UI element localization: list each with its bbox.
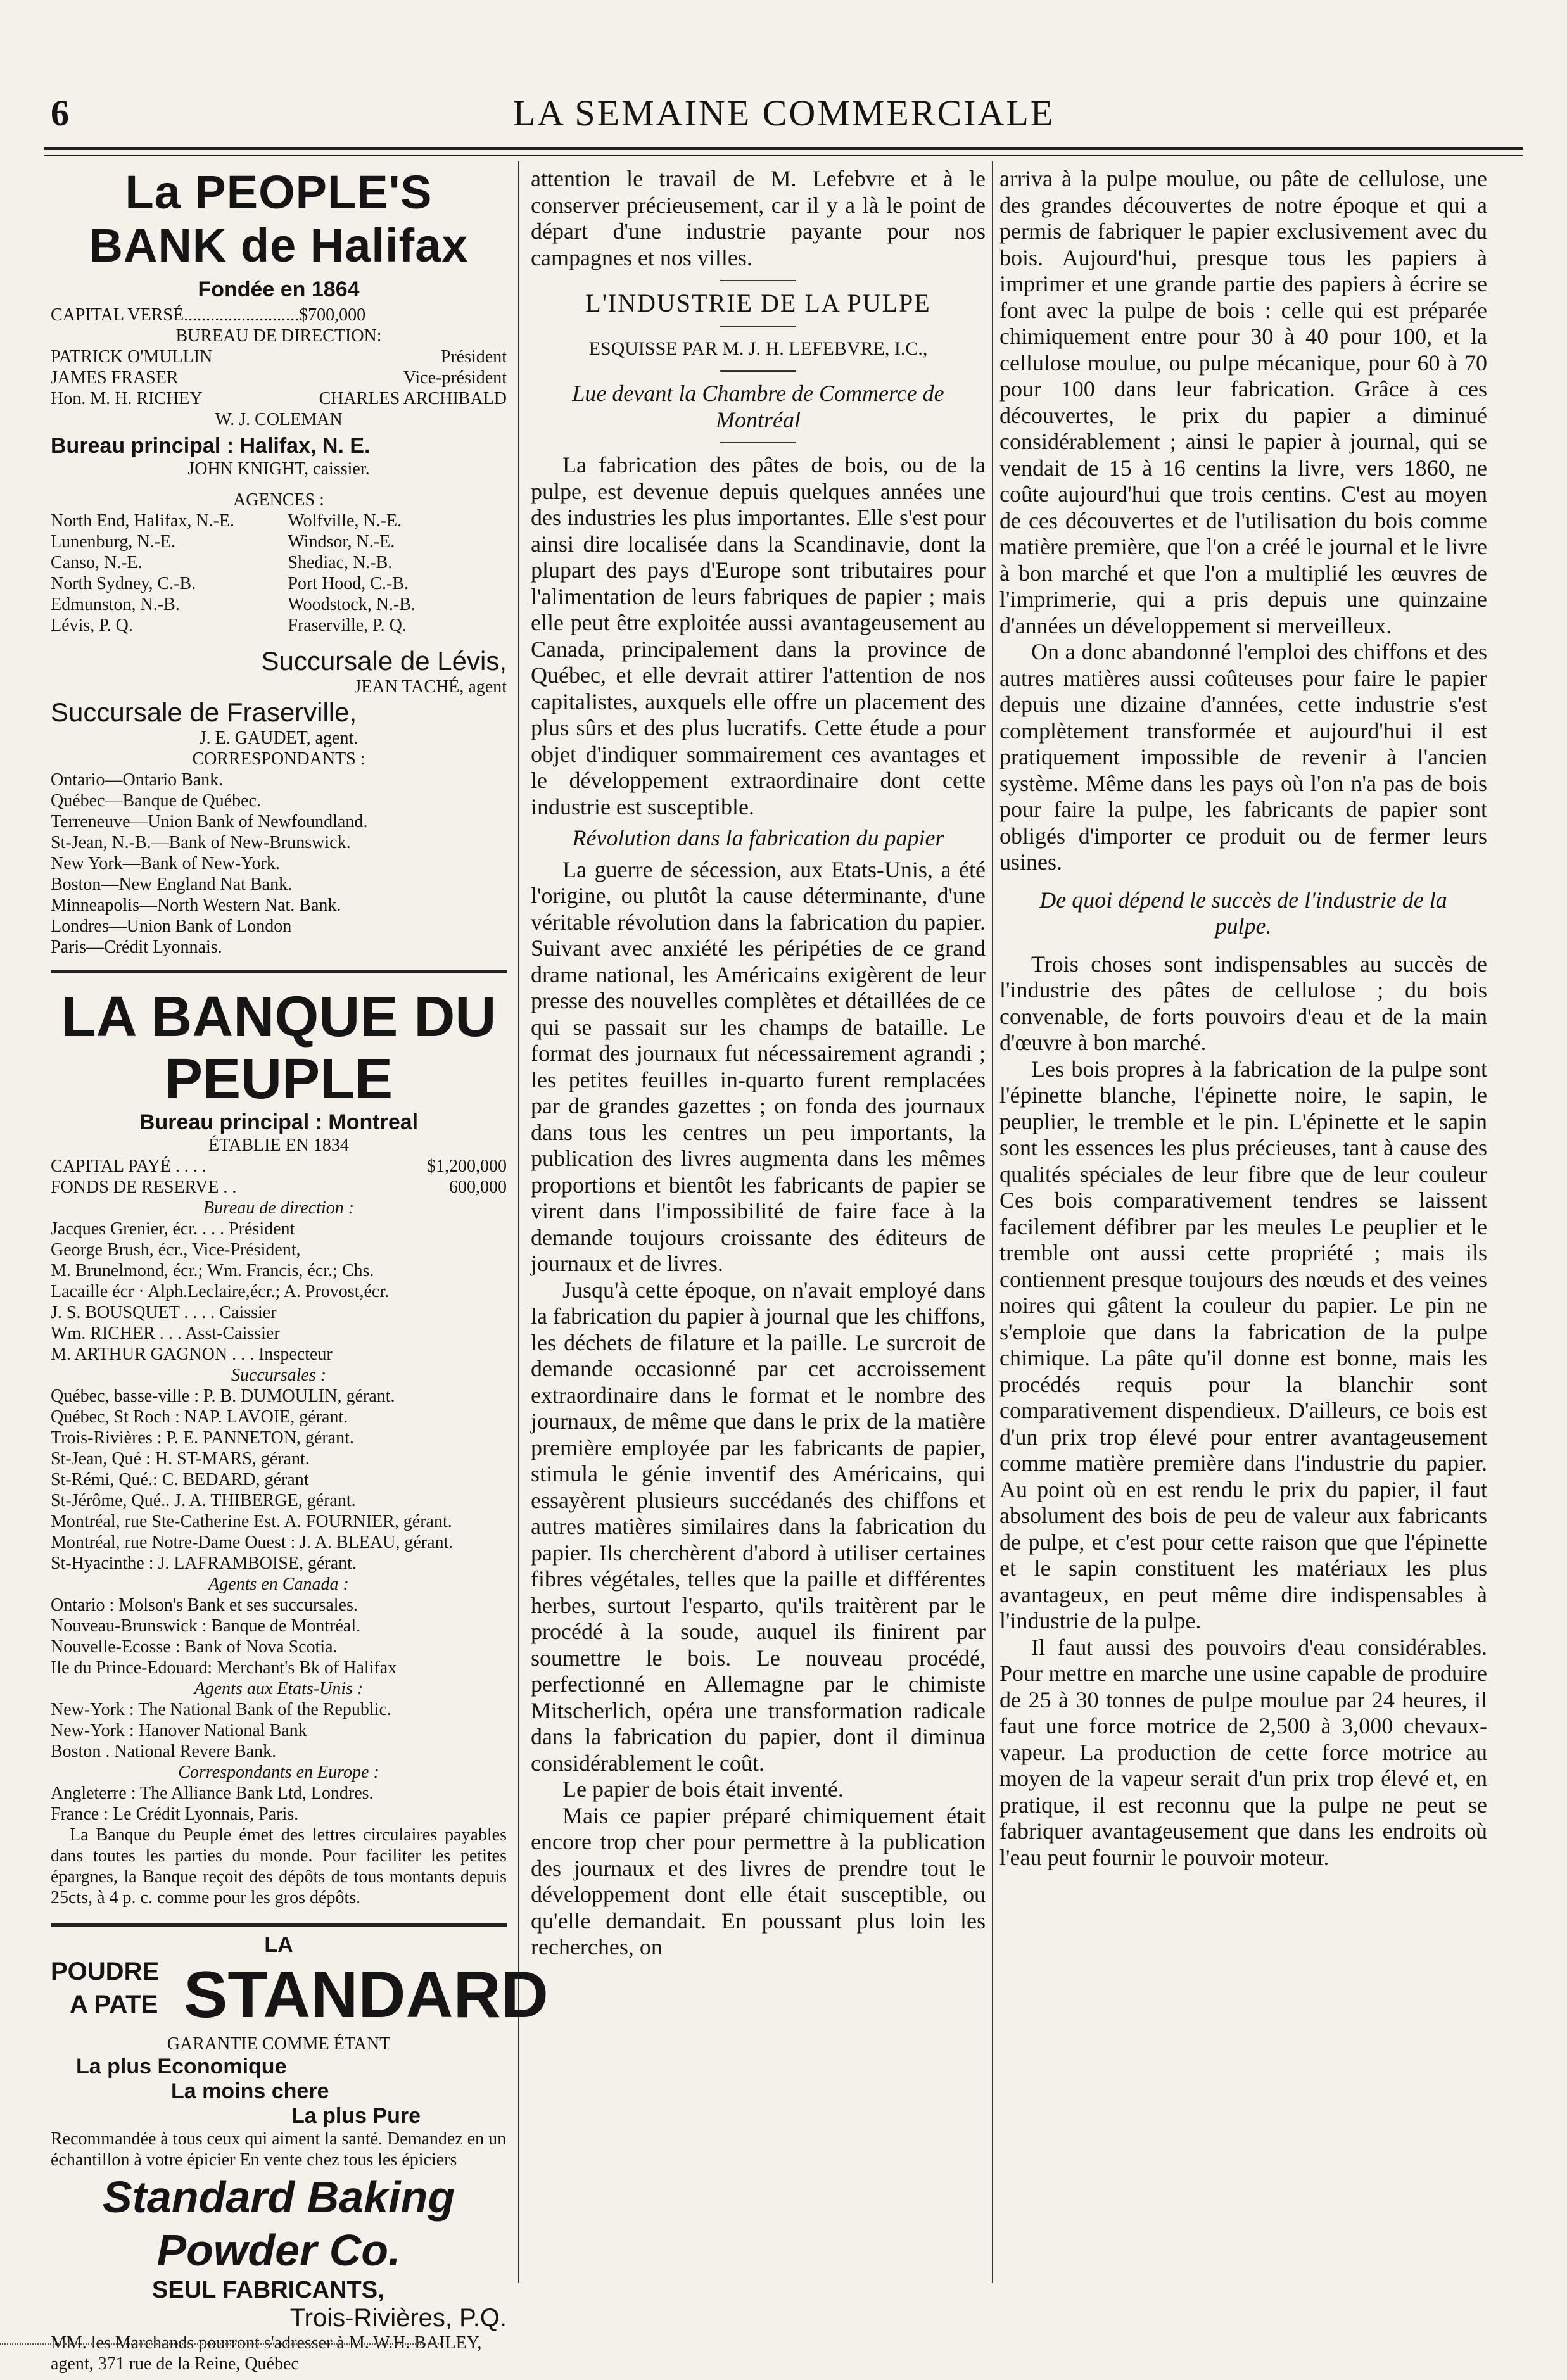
direction-heading: Bureau de direction : [203,1198,355,1218]
correspondant: Ontario—Ontario Bank. [51,770,224,790]
direction-line: M. ARTHUR GAGNON . . . Inspecteur [51,1345,333,1364]
correspondant: Paris—Crédit Lyonnais. [51,937,222,957]
agences-row: Lunenburg, N.-E. Windsor, N.-E. [51,532,395,552]
banque-bureau: Bureau principal : Montreal [139,1110,419,1134]
peoples-bank-ad [51,166,507,958]
rule [720,370,796,372]
succursale-line: St-Jérôme, Qué.. J. A. THIBERGE, gérant. [51,1491,356,1510]
column-divider [992,161,993,2283]
agents-us-heading: Agents aux Etats-Unis : [194,1679,364,1699]
trois-rivieres: Trois-Rivières, P.Q. [289,2304,507,2332]
line-economique: La plus Economique [76,2054,287,2079]
agent-line: Nouveau-Brunswick : Banque de Montréal. [51,1616,361,1636]
agences-heading: AGENCES : [233,490,324,510]
direction-line: George Brush, écr., Vice-Président, [51,1240,301,1260]
succursale-fraserville: Succursale de Fraserville, [51,697,357,727]
direction-line: M. Brunelmond, écr.; Wm. Francis, écr.; Chs. [51,1261,374,1281]
article-column-1 [531,166,986,2319]
corr-heading: CORRESPONDANTS : [192,749,365,769]
board-row: Hon. M. H. RICHEY CHARLES ARCHIBALD [51,389,507,408]
seul-fabricants: SEUL FABRICANTS, [152,2277,384,2303]
peoples-bank-title: La PEOPLE'S BANK de Halifax [89,166,469,272]
byline: ESQUISSE PAR M. J. H. LEFEBVRE, I.C., [588,338,928,359]
succursale-line: Québec, basse-ville : P. B. DUMOULIN, gérant. [51,1386,395,1406]
succursale-line: Trois-Rivières : P. E. PANNETON, gérant. [51,1428,354,1448]
direction-line: Lacaille écr · Alph.Leclaire,écr.; A. Provost,écr. [51,1282,390,1301]
board-heading: BUREAU DE DIRECTION: [175,326,382,346]
corr-europe-line: France : Le Crédit Lyonnais, Paris. [51,1804,299,1824]
founded: Fondée en 1864 [198,277,360,301]
correspondant: Londres—Union Bank of London [51,916,292,936]
board-row: JAMES FRASER Vice-président [51,368,507,388]
direction-line: Jacques Grenier, écr. . . . Président [51,1219,295,1239]
ads-column [51,166,549,2374]
masthead: LA SEMAINE COMMERCIALE [512,92,1055,134]
agent-line: Boston . National Revere Bank. [51,1742,277,1761]
board-last: W. J. COLEMAN [215,410,343,429]
line-moins-chere: La moins chere [171,2079,329,2103]
board-row: PATRICK O'MULLIN Président [51,347,507,367]
poudre-label: POUDRE [51,1958,160,1985]
agences-row: Lévis, P. Q. Fraserville, P. Q. [51,616,407,635]
banque-du-peuple-ad [51,986,507,1908]
article-column-2 [999,166,1487,2319]
agences-row: Edmunston, N.-B. Woodstock, N.-B. [51,595,416,614]
agent-line: New-York : The National Bank of the Republic. [51,1700,391,1719]
paragraph: Les bois propres à la fabrication de la pulpe sont l'épinette blanche, l'épinette noire, le sapin, le peuplier, le tremble et le pin. L'épinette et le sapin sont les essences les plus précieuses, tant à cause des qualités spéciales de leur fibre que de leur couleur Ces bois comparativement tendres se laissent facilement défibrer par les meules Le peuplier et le tremble ont aussi cette propriété ; mais ils contiennent presque toujours des nœuds et des veines noires qui gâtent la couleur du papier. Le pin ne s'emploie que dans la fabrication de la pulpe chimique. La pâte qu'il donne est bonne, mais les procédés requis pour la blanchir sont comparativement dispendieux. D'ailleurs, ce bois est d'un prix trop élevé pour entrer avantageusement comme matière première dans l'industrie du papier. Au point où en est rendu le prix du papier, il faut absolument des bois de peu de valeur aux fabricants de pulpe, et c'est pour cette raison que que l'épinette et le sapin constituent les matériaux les plus avantageux, en peut même dire indispensables à l'industrie de la pulpe. [999,1056,1487,1633]
paragraph: Il faut aussi des pouvoirs d'eau considérables. Pour mettre en marche une usine capable de produire de 25 à 30 tonnes de pulpe moulue par 24 heures, il faut une force motrice de 2,500 à 3,000 chevaux-vapeur. La production de cette force motrice au moyen de la vapeur serait d'un prix trop élevé et, en pratique, il est reconnu que la pulpe ne peut se fabriquer avantageusement que dans les endroits où l'eau peut fournir le pouvoir moteur. [999,1634,1487,1870]
paragraph: La guerre de sécession, aux Etats-Unis, a été l'origine, ou plutôt la cause déterminante, d'une véritable révolution dans la fabrication du papier. Suivant avec anxiété les péripéties de ce grand drame national, les Américains exigèrent de leur presse des nouvelles complètes et détaillées de ce qui se passait sur les champs de bataille. Le format des journaux fut nécessairement agrandi ; les petites feuilles in-quarto furent remplacées par de grandes gazettes ; on fonda des journaux dans tous les centres un peu importants, la publication des livres augmenta dans les mêmes proportions et bientôt les fabricants de papier se virent dans l'impossibilité de faire face à la demande toujours croissante des éditeurs de journaux et de livres. [531,856,986,1276]
recommandee: Recommandée à tous ceux qui aiment la santé. Demandez en un échantillon à votre épicier En vente chez tous les épiciers [51,2129,507,2170]
agent-line: Nouvelle-Ecosse : Bank of Nova Scotia. [51,1637,338,1657]
correspondant: Minneapolis—North Western Nat. Bank. [51,896,341,915]
fraserville-agent: J. E. GAUDET, agent. [199,728,358,748]
article-intro: attention le travail de M. Lefebvre et à le conserver précieusement, car il y a là le point de départ d'une industrie payante pour nos campagnes et nos villes. [531,166,986,270]
direction-line: J. S. BOUSQUET . . . . Caissier [51,1303,277,1322]
reserve-row: FONDS DE RESERVE . . 600,000 [51,1177,507,1197]
correspondant: St-Jean, N.-B.—Bank of New-Brunswick. [51,833,351,852]
footer-mark [0,2343,443,2357]
paragraph: La fabrication des pâtes de bois, ou de la pulpe, est devenue depuis quelques années une des industries les plus importantes. Elle s'est pour ainsi dire localisée dans la Scandinavie, dont la plupart des pays d'Europe sont tributaires pour l'alimentation de leurs fabriques de papier ; mais elle peut être exploitée aussi avantageusement au Canada, principalement dans la province de Québec, et elle devrait attirer l'attention de nos capitalistes, auxquels elle offre un placement des plus sûrs et des plus lucratifs. Cette étude a pour objet d'indiquer sommairement ces avantages et le développement extraordinaire dont cette industrie est susceptible. [531,452,986,820]
page-header [44,92,1523,149]
paragraph: Le papier de bois était inventé. [562,1776,844,1802]
agent-line: Ile du Prince-Edouard: Merchant's Bk of Halifax [51,1658,397,1678]
succursale-line: St-Rémi, Qué.: C. BEDARD, gérant [51,1470,309,1490]
company-name: Standard Baking Powder Co. [102,2172,455,2275]
correspondant: New York—Bank of New-York. [51,854,280,873]
page-number: 6 [51,92,69,134]
paragraph: On a donc abandonné l'emploi des chiffons et des autres matières aussi coûteuses pour faire le papier depuis une dizaine d'années, cette industrie s'est complètement transformée et aujourd'hui il est pratiquement impossible de revenir à l'ancien système. Même dans les pays où l'on n'a pas de bois pour faire la pulpe, les fabricants de papier sont obligés d'importer ce produit ou de fermer leurs usines. [999,639,1487,875]
correspondant: Québec—Banque de Québec. [51,791,261,811]
lue-devant: Lue devant la Chambre de Commerce de Montréal [572,381,944,433]
succursale-line: Montréal, rue Notre-Dame Ouest : J. A. BLEAU, gérant. [51,1533,454,1552]
corr-europe-line: Angleterre : The Alliance Bank Ltd, Londres. [51,1783,374,1803]
paragraph: arriva à la pulpe moulue, ou pâte de cellulose, une des grandes découvertes de notre époque et qui a permis de fabriquer le papier exclusivement avec du bois. Aujourd'hui, presque tous les papiers à imprimer et une grande partie des papiers à écrire se font avec la pulpe de bois : celle qui est préparée chimiquement entre pour 30 à 40 pour 100, et la cellulose moulue, ou pulpe mécanique, pour 60 à 70 pour 100 dans leur fabrication. Grâce à ces découvertes, le prix du papier a diminué considérablement ; ainsi le papier à journal, qui se vendait de 15 à 16 centins la livre, vers 1860, ne coûte aujourd'hui que trois centins. C'est au moyen de ces découvertes et de l'utilisation du bois comme matière première, que l'on a créé le journal et le livre à bon marché et que l'on a multiplié les œuvres de l'imprimerie, qui a pris depuis une quinzaine d'années un développement si merveilleux. [999,166,1487,638]
standard-label: STANDARD [184,1958,549,2032]
levis-agent: JEAN TACHÉ, agent [354,677,507,697]
header-rule [44,147,1523,156]
agent-line: Ontario : Molson's Bank et ses succursales. [51,1595,358,1615]
line-plus-pure: La plus Pure [291,2104,421,2128]
succursales-heading: Succursales : [231,1365,327,1385]
correspondant: Terreneuve—Union Bank of Newfoundland. [51,812,368,832]
agences-row: North End, Halifax, N.-E. Wolfville, N.-E. [51,511,402,531]
direction-line: Wm. RICHER . . . Asst-Caissier [51,1324,280,1343]
la-label: LA [264,1933,293,1957]
agent-line: New-York : Hanover National Bank [51,1721,307,1740]
succursale-line: Montréal, rue Ste-Catherine Est. A. FOURNIER, gérant. [51,1512,452,1531]
subheading: De quoi dépend le succès de l'industrie de la pulpe. [1039,887,1447,939]
garantie: GARANTIE COMME ÉTANT [167,2034,391,2054]
banque-notice: La Banque du Peuple émet des lettres circulaires payables dans toutes les parties du monde. Pour faciliter les petites épargnes, la Banque reçoit des dépôts de tous montants depuis 25cts, à 4 p. c. comme pour les gros dépôts. [51,1825,507,1908]
bureau-principal: Bureau principal : Halifax, N. E. [51,434,371,458]
capital-row: CAPITAL PAYÉ . . . . $1,200,000 [51,1156,507,1176]
agences-row: Canso, N.-E. Shediac, N.-B. [51,553,393,573]
rule [720,442,796,443]
banque-title: LA BANQUE DU PEUPLE [61,985,497,1111]
paragraph: Mais ce papier préparé chimiquement était encore trop cher pour permettre à la publication des journaux et des livres de prendre tout le développement dont elle était susceptible, ou qu'elle demandait. En poussant plus loin les recherches, on [531,1802,986,1959]
rule [720,280,796,281]
succursale-line: Québec, St Roch : NAP. LAVOIE, gérant. [51,1407,348,1427]
paragraph: Jusqu'à cette époque, on n'avait employé dans la fabrication du papier à journal que les chiffons, les déchets de filature et la paille. Le surcroit de demande occasionné par cet accroissement extraordinaire dans le format et le nombre des journaux, de même que dans le prix de la matière première employée par les fabricants de papier, stimula le génie inventif des Américains, qui essayèrent plusieurs succédanés des chiffons et autres matières similaires dans la fabrication du papier. Ils cherchèrent d'abord à utiliser certaines fibres végétales, telles que la paille et différentes herbes, surtout l'esparto, qu'ils traitèrent par le procédé à la soude, auquel ils finirent par soumettre le bois. Le nouveau procédé, perfectionné en Allemagne par le chimiste Mitscherlich, opéra une transformation radicale dans la fabrication du papier, dont il diminua considérablement le coût. [531,1277,986,1776]
succursale-levis: Succursale de Lévis, [261,646,507,676]
ad-divider [51,1923,507,1927]
standard-baking-powder-ad [51,1933,549,2374]
capital: CAPITAL VERSÉ..........................$700,000 [51,305,366,325]
correspondant: Boston—New England Nat Bank. [51,875,293,894]
contact: MM. les Marchands pourront s'adresser à M. W.H. BAILEY, agent, 371 rue de la Reine, Québec [51,2333,482,2374]
ad-divider [51,970,507,973]
succursale-line: St-Hyacinthe : J. LAFRAMBOISE, gérant. [51,1554,357,1573]
corr-europe-heading: Correspondants en Europe : [178,1763,379,1782]
cashier: JOHN KNIGHT, caissier. [187,459,370,479]
succursale-line: St-Jean, Qué : H. ST-MARS, gérant. [51,1449,310,1469]
agents-canada-heading: Agents en Canada : [208,1574,349,1594]
agences-row: North Sydney, C.-B. Port Hood, C.-B. [51,574,409,593]
rule [720,326,796,327]
a-pate-label: A PATE [70,1991,158,2018]
article-title: L'INDUSTRIE DE LA PULPE [585,289,931,317]
etablie: ÉTABLIE EN 1834 [208,1136,349,1155]
subheading: Révolution dans la fabrication du papier [572,825,944,851]
paragraph: Trois choses sont indispensables au succès de l'industrie des pâtes de cellulose ; du bois convenable, de forts pouvoirs d'eau et de la main d'œuvre à bon marché. [999,951,1487,1055]
